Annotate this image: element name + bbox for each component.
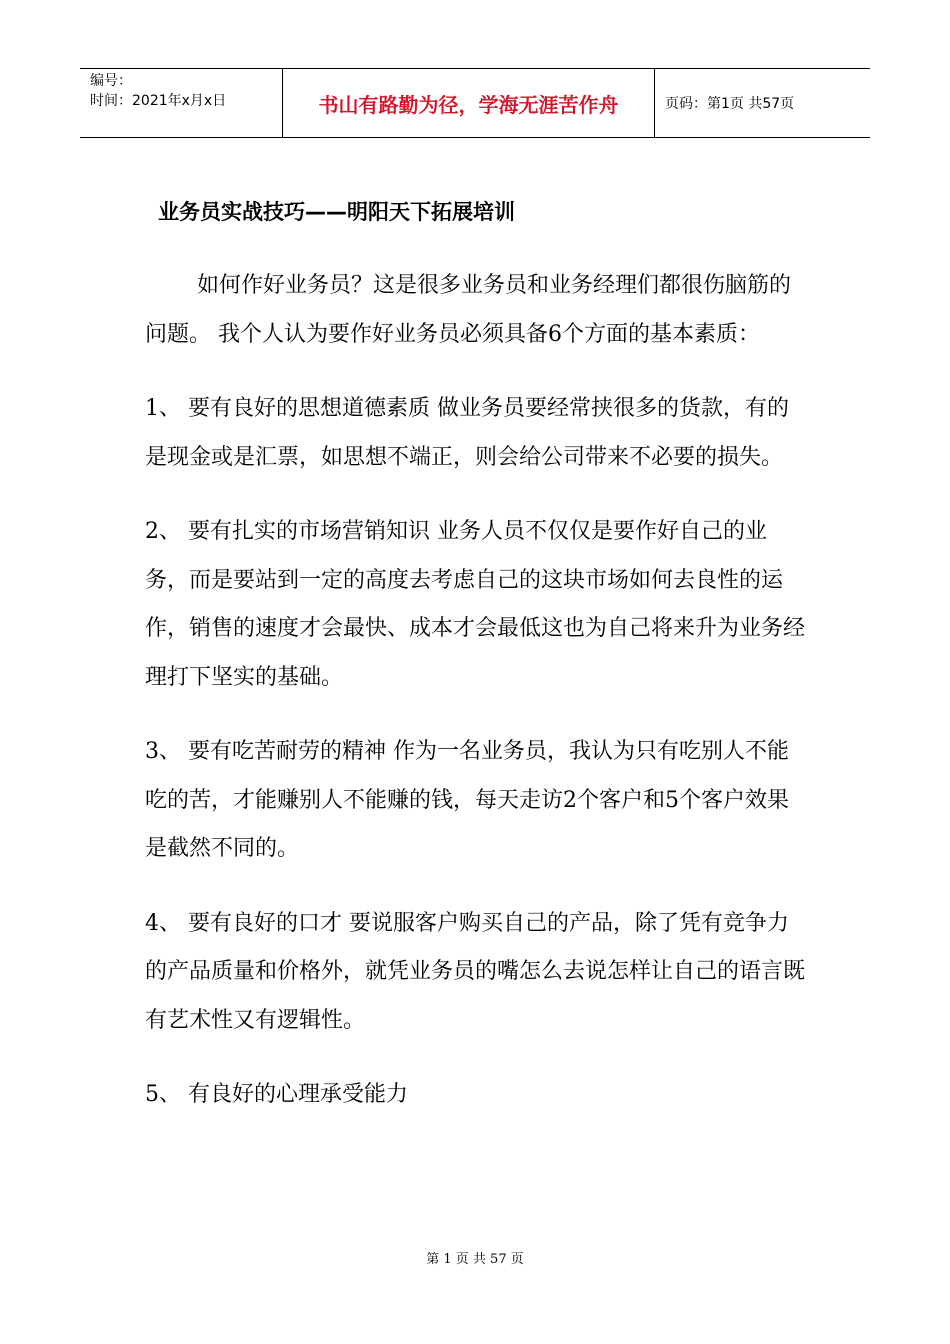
header-page-info: 页码：第1页 共57页 (665, 96, 795, 112)
paragraph-item-2: 2、 要有扎实的市场营销知识 业务人员不仅仅是要作好自己的业务，而是要站到一定的高度去考虑自己的这块市场如何去良性的运作，销售的速度才会最快、成本才会最低这也为自己将来升为业务经理打下坚实的基础。 (145, 519, 806, 690)
page-header (80, 68, 870, 138)
paragraph-item-1: 1、 要有良好的思想道德素质 做业务员要经常挟很多的货款，有的是现金或是汇票，如思想不端正，则会给公司带来不必要的损失。 (145, 396, 789, 470)
time-label: 时间：2021年x月x日 (90, 93, 227, 109)
header-meta (80, 69, 282, 137)
paragraph-item-4: 4、 要有良好的口才 要说服客户购买自己的产品，除了凭有竞争力的产品质量和价格外，就凭业务员的嘴怎么去说怎样让自己的语言既有艺术性又有逻辑性。 (145, 910, 806, 1033)
paragraph-intro: 如何作好业务员？这是很多业务员和业务经理们都很伤脑筋的问题。 我个人认为要作好业务员必须具备6个方面的基本素质： (145, 273, 792, 347)
document-title: 业务员实战技巧——明阳天下拓展培训 (158, 200, 515, 224)
page-footer: 第 1 页 共 57 页 (426, 1252, 524, 1267)
document-body (145, 262, 810, 1146)
paragraph-item-3: 3、 要有吃苦耐劳的精神 作为一名业务员，我认为只有吃别人不能吃的苦，才能赚别人不能赚的钱，每天走访2个客户和5个客户效果是截然不同的。 (145, 739, 789, 861)
number-label: 编号： (90, 73, 132, 89)
header-slogan: 书山有路勤为径，学海无涯苦作舟 (282, 69, 655, 137)
paragraph-item-5: 5、 有良好的心理承受能力 (145, 1082, 408, 1107)
